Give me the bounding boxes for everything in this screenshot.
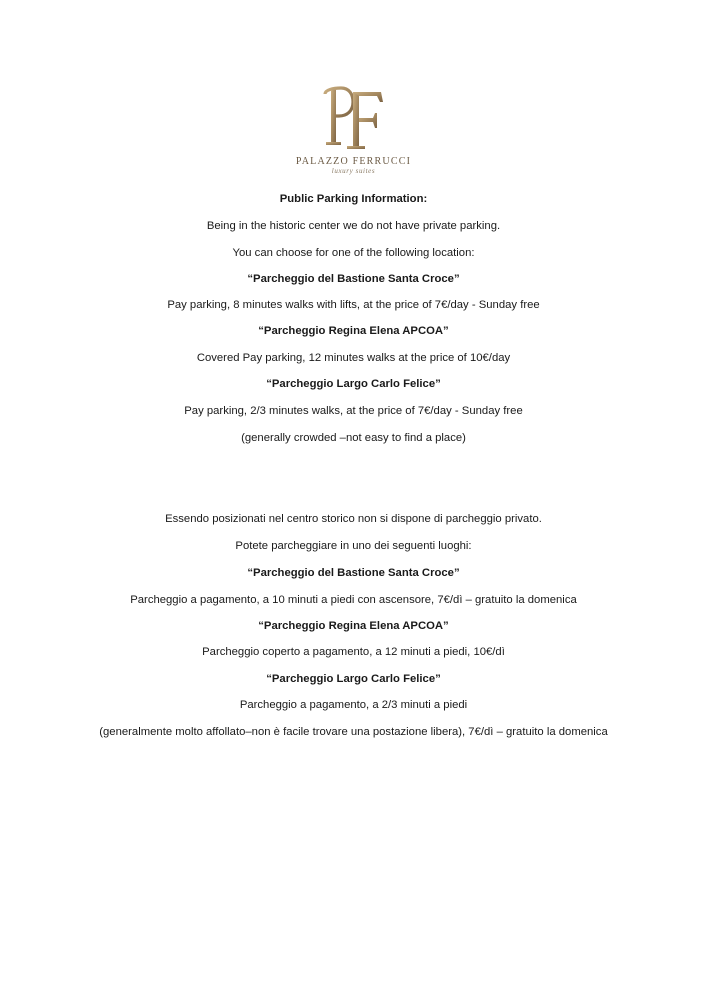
- english-location-1-description: Pay parking, 8 minutes walks with lifts, at the price of 7€/day - Sunday free: [167, 299, 540, 311]
- italian-intro: Essendo posizionati nel centro storico non si dispone di parcheggio privato.: [165, 513, 542, 525]
- italian-location-3-note: (generalmente molto affollato–non è facile trovare una postazione libera), 7€/dì – gratuito la domenica: [99, 726, 608, 738]
- english-location-3-name: “Parcheggio Largo Carlo Felice”: [266, 378, 441, 390]
- italian-location-1-name: “Parcheggio del Bastione Santa Croce”: [247, 567, 460, 579]
- italian-location-3-name: “Parcheggio Largo Carlo Felice”: [266, 673, 441, 685]
- logo-subtitle: luxury suites: [331, 167, 376, 175]
- english-location-1-name: “Parcheggio del Bastione Santa Croce”: [247, 273, 460, 285]
- english-location-3-description: Pay parking, 2/3 minutes walks, at the price of 7€/day - Sunday free: [184, 405, 523, 417]
- italian-location-2-description: Parcheggio coperto a pagamento, a 12 minuti a piedi, 10€/dì: [202, 646, 505, 658]
- logo-name: PALAZZO FERRUCCI: [295, 156, 412, 167]
- palazzo-ferrucci-logo: [0, 86, 707, 175]
- pf-monogram-icon: [319, 86, 389, 154]
- english-location-2-name: “Parcheggio Regina Elena APCOA”: [258, 325, 449, 337]
- english-location-2-description: Covered Pay parking, 12 minutes walks at the price of 10€/day: [196, 352, 511, 364]
- italian-choose: Potete parcheggiare in uno dei seguenti luoghi:: [235, 540, 472, 552]
- italian-location-2-name: “Parcheggio Regina Elena APCOA”: [258, 620, 449, 632]
- english-choose: You can choose for one of the following location:: [232, 247, 475, 259]
- english-heading: Public Parking Information:: [279, 193, 428, 205]
- english-location-3-note: (generally crowded –not easy to find a place): [241, 432, 466, 444]
- english-intro: Being in the historic center we do not have private parking.: [206, 220, 501, 232]
- italian-location-1-description: Parcheggio a pagamento, a 10 minuti a piedi con ascensore, 7€/dì – gratuito la domenica: [130, 594, 577, 606]
- italian-location-3-description: Parcheggio a pagamento, a 2/3 minuti a piedi: [239, 699, 468, 711]
